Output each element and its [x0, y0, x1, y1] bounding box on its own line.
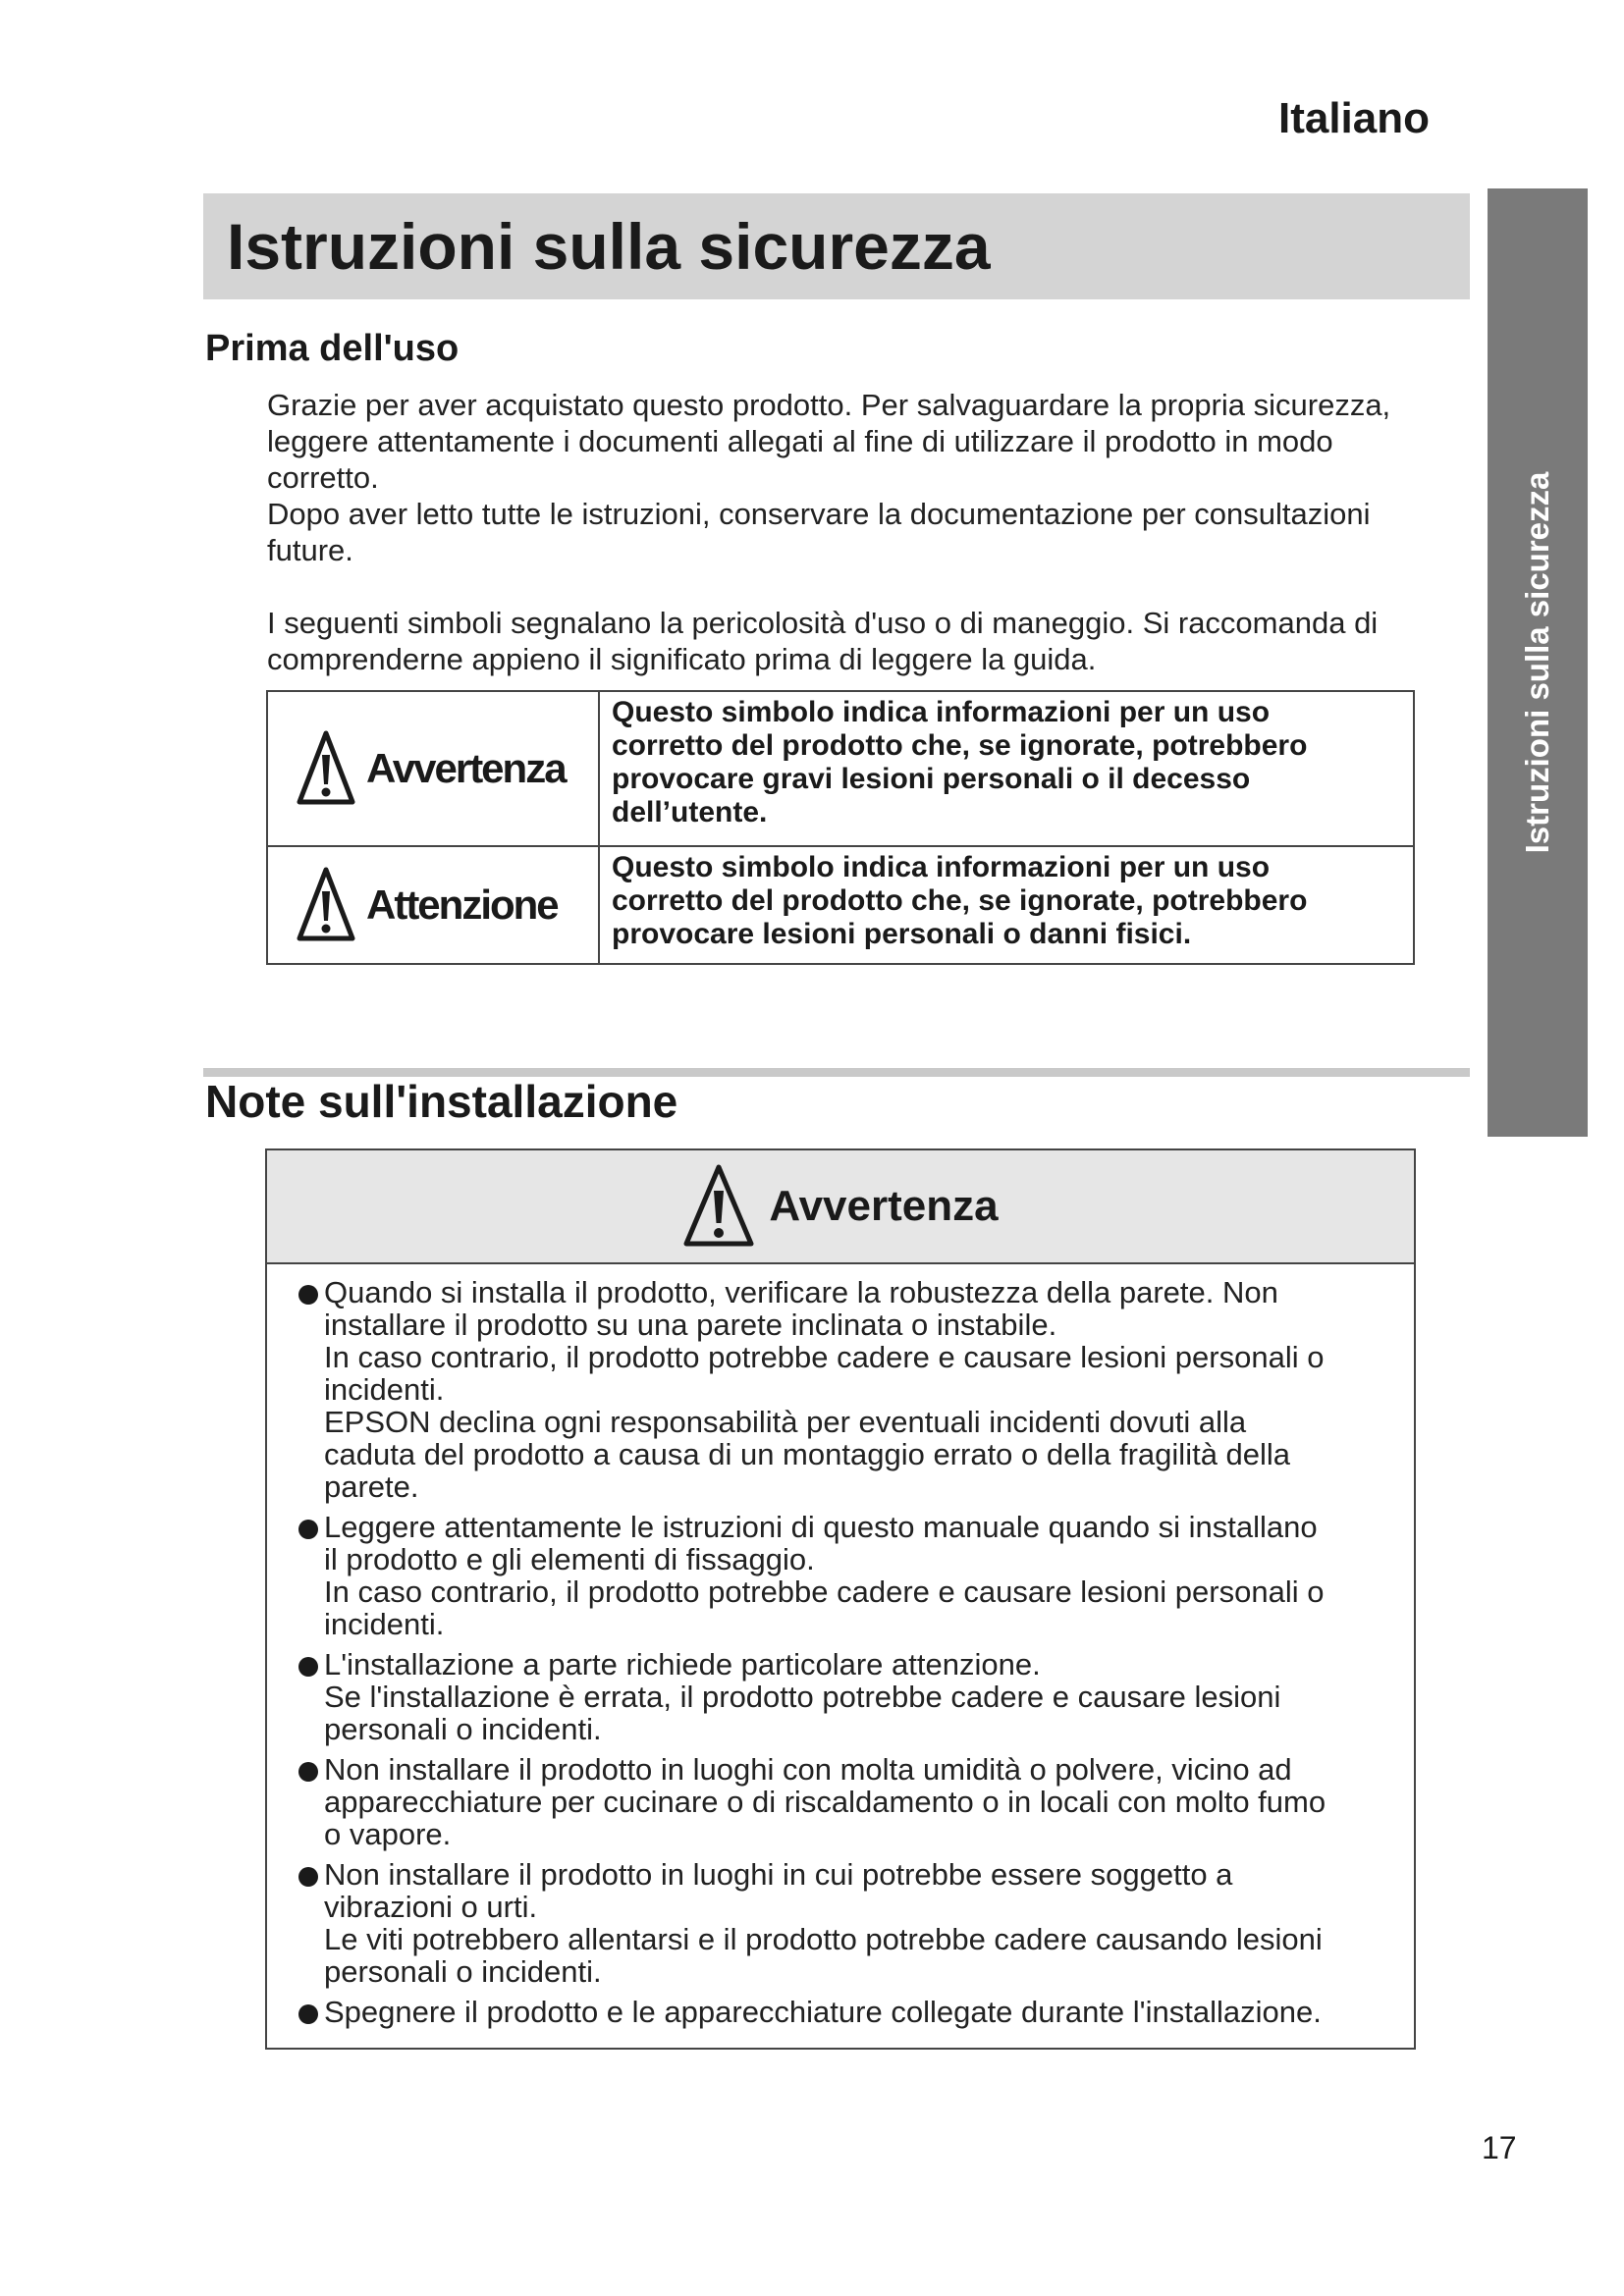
item-line: EPSON declina ogni responsabilità per eventuali incidenti dovuti alla — [324, 1405, 1247, 1439]
item-line: incidenti. — [324, 1607, 445, 1641]
warning-triangle-icon — [682, 1161, 755, 1252]
caution-triangle-icon — [296, 864, 356, 946]
symbols-line: I seguenti simboli segnalano la pericolosità d'uso o di maneggio. Si raccomanda di — [267, 606, 1379, 640]
warning-box-header — [267, 1150, 1414, 1264]
list-item — [302, 1648, 1394, 1745]
item-line: Leggere attentamente le istruzioni di questo manuale quando si installano — [324, 1510, 1318, 1544]
list-item — [302, 1996, 1394, 2028]
title-bar — [203, 193, 1470, 299]
symbol-description — [599, 846, 1414, 964]
bullet-icon — [298, 1285, 318, 1305]
symbol-label-cell — [267, 691, 599, 846]
bullet-icon — [298, 1762, 318, 1782]
desc-line: dell’utente. — [612, 796, 768, 828]
symbol-row-avvertenza — [267, 691, 1414, 846]
symbol-label: Avvertenza — [366, 745, 566, 791]
side-tab — [1488, 188, 1588, 1137]
item-line: installare il prodotto su una parete inclinata o instabile. — [324, 1308, 1057, 1342]
desc-line: Questo simbolo indica informazioni per un uso — [612, 696, 1271, 728]
item-line: personali o incidenti. — [324, 1712, 602, 1746]
symbol-label: Attenzione — [366, 881, 558, 928]
intro-line: future. — [267, 533, 353, 567]
intro-line: corretto. — [267, 460, 379, 495]
item-line: Spegnere il prodotto e le apparecchiature collegate durante l'installazione. — [324, 1995, 1322, 2029]
bullet-icon — [298, 2004, 318, 2024]
warning-list — [267, 1264, 1414, 2028]
symbol-description — [599, 691, 1414, 846]
bullet-icon — [298, 1867, 318, 1887]
bullet-icon — [298, 1657, 318, 1677]
item-line: Quando si installa il prodotto, verificare la robustezza della parete. Non — [324, 1275, 1278, 1309]
page-title: Istruzioni sulla sicurezza — [227, 210, 991, 283]
item-line: L'installazione a parte richiede particolare attenzione. — [324, 1647, 1041, 1682]
section-heading-installazione: Note sull'installazione — [205, 1076, 678, 1127]
list-item — [302, 1858, 1394, 1988]
item-line: parete. — [324, 1469, 419, 1504]
item-line: In caso contrario, il prodotto potrebbe cadere e causare lesioni personali o — [324, 1575, 1325, 1609]
symbols-table — [266, 690, 1415, 965]
section-heading-prima-uso: Prima dell'uso — [205, 328, 460, 369]
item-line: vibrazioni o urti. — [324, 1890, 538, 1924]
item-line: Le viti potrebbero allentarsi e il prodotto potrebbe cadere causando lesioni — [324, 1922, 1323, 1956]
intro-line: Dopo aver letto tutte le istruzioni, conservare la documentazione per consultazioni — [267, 497, 1371, 531]
item-line: incidenti. — [324, 1372, 445, 1407]
item-line: caduta del prodotto a causa di un montaggio errato o della fragilità della — [324, 1437, 1291, 1471]
intro-line: leggere attentamente i documenti allegati al fine di utilizzare il prodotto in modo — [267, 424, 1333, 458]
symbols-paragraph — [267, 605, 1475, 677]
installation-warning-box — [265, 1148, 1416, 2050]
item-line: apparecchiature per cucinare o di riscaldamento o in locali con molto fumo — [324, 1785, 1326, 1819]
page-number: 17 — [1482, 2130, 1517, 2165]
item-line: Non installare il prodotto in luoghi in cui potrebbe essere soggetto a — [324, 1857, 1233, 1892]
desc-line: corretto del prodotto che, se ignorate, potrebbero — [612, 729, 1308, 762]
list-item — [302, 1511, 1394, 1640]
list-item — [302, 1753, 1394, 1850]
item-line: personali o incidenti. — [324, 1954, 602, 1989]
symbols-line: comprenderne appieno il significato prima di leggere la guida. — [267, 642, 1097, 676]
item-line: il prodotto e gli elementi di fissaggio. — [324, 1542, 815, 1576]
symbol-label-cell — [267, 846, 599, 964]
item-line: o vapore. — [324, 1817, 452, 1851]
warning-triangle-icon — [296, 727, 356, 810]
side-tab-label: Istruzioni sulla sicurezza — [1519, 471, 1555, 854]
intro-paragraph — [267, 387, 1475, 568]
desc-line: provocare gravi lesioni personali o il decesso — [612, 763, 1251, 795]
warning-box-title: Avvertenza — [769, 1182, 999, 1230]
intro-line: Grazie per aver acquistato questo prodotto. Per salvaguardare la propria sicurezza, — [267, 388, 1391, 422]
bullet-icon — [298, 1520, 318, 1539]
item-line: In caso contrario, il prodotto potrebbe cadere e causare lesioni personali o — [324, 1340, 1325, 1374]
item-line: Non installare il prodotto in luoghi con molta umidità o polvere, vicino ad — [324, 1752, 1292, 1787]
desc-line: provocare lesioni personali o danni fisici. — [612, 918, 1192, 950]
desc-line: Questo simbolo indica informazioni per un uso — [612, 851, 1271, 883]
item-line: Se l'installazione è errata, il prodotto potrebbe cadere e causare lesioni — [324, 1680, 1281, 1714]
language-label: Italiano — [1277, 94, 1430, 142]
desc-line: corretto del prodotto che, se ignorate, potrebbero — [612, 884, 1308, 917]
symbol-row-attenzione — [267, 846, 1414, 964]
list-item — [302, 1276, 1394, 1503]
